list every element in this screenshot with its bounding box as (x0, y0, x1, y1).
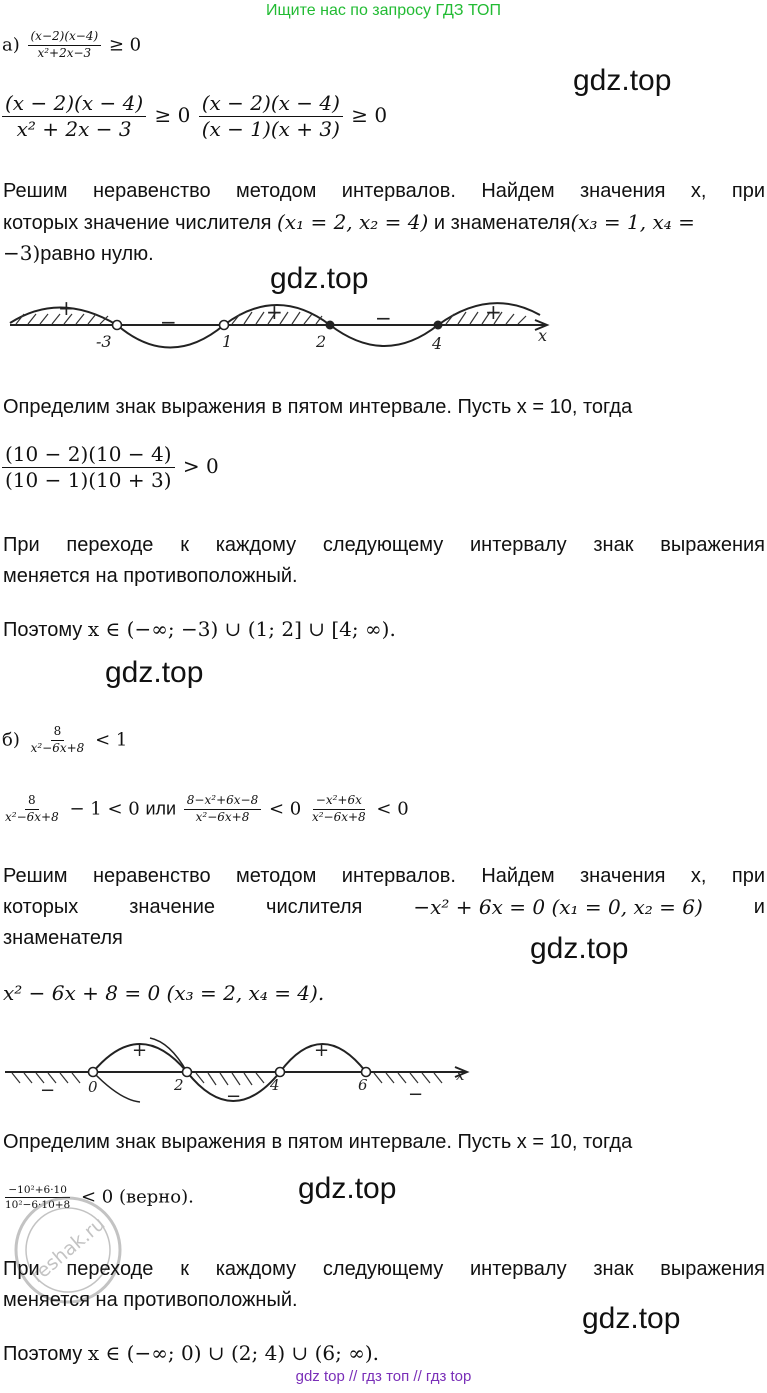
axis-label-b-0: 0 (88, 1078, 98, 1096)
eq-b1-numerator: 8 (25, 794, 39, 810)
eq-a2-numerator: (x − 2)(x − 4) (199, 92, 343, 117)
point-open--3 (113, 321, 122, 330)
paragraph-b-1-line1: Решим неравенство методом интервалов. Найдем значения x, при (3, 865, 765, 887)
p-b-1-2a: которых (3, 896, 79, 918)
watermark: gdz.top (573, 64, 672, 97)
or-word: или (145, 798, 177, 819)
p-a-1-2d: (x₃ = 1, x₄ = (570, 210, 695, 234)
eq-b3-relation: < 0 (376, 798, 409, 820)
p-a-1-2b: (x₁ = 2, x₂ = 4) (277, 210, 429, 234)
watermark: gdz.top (530, 932, 629, 965)
task-b (2, 725, 127, 756)
task-b-relation: < 1 (95, 729, 128, 751)
answer-b (3, 1338, 379, 1370)
axis-label-a-2: 2 (316, 332, 327, 351)
stamp-text: reshak.ru (26, 1212, 110, 1288)
eq-a1-numerator: (x − 2)(x − 4) (2, 92, 146, 117)
sign-a-1: − (160, 310, 177, 334)
task-a-relation: ≥ 0 (108, 34, 142, 56)
watermark: gdz.top (582, 1302, 681, 1335)
paragraph-b-2: Определим знак выражения в пятом интервале. Пусть x = 10, тогда (3, 1131, 633, 1153)
p-a-1-3a: −3) (3, 241, 41, 265)
watermark: gdz.top (105, 656, 204, 689)
eq-b3-fraction (309, 794, 369, 825)
task-a (2, 30, 141, 61)
paragraph-b-1-line3: знаменателя (3, 927, 123, 949)
p-b-1-2c: числителя (266, 896, 363, 918)
p-a-1-2a: которых значение числителя (3, 212, 277, 234)
axis-label-a-4: x (538, 326, 548, 345)
task-b-denominator: x²−6x+8 (30, 740, 85, 755)
p-b-1-2e: и (753, 896, 765, 918)
sign-b-3: + (314, 1040, 330, 1061)
eq-b2-fraction (184, 794, 261, 825)
axis-label-a-3: 4 (432, 334, 443, 353)
axis-label-b-4: x (456, 1066, 465, 1084)
check-a-relation: > 0 (182, 454, 219, 478)
task-b-numerator: 8 (51, 725, 65, 741)
answer-b-prefix: Поэтому (3, 1343, 88, 1365)
paragraph-a-2: Определим знак выражения в пятом интервале. Пусть x = 10, тогда (3, 396, 633, 418)
eq-b1-relation: − 1 < 0 (69, 798, 140, 820)
sign-b-0: − (40, 1080, 56, 1101)
point-filled-2 (326, 321, 335, 330)
eq-b3-denominator: x²−6x+8 (311, 809, 366, 824)
paragraph-a-3-line1: При переходе к каждому следующему интервалу знак выражения (3, 534, 765, 556)
eq-b1-denominator: x²−6x+8 (5, 809, 59, 824)
watermark: gdz.top (270, 262, 369, 295)
hatching (12, 1073, 442, 1085)
paragraph-b-1-line2 (3, 892, 765, 923)
sign-a-2: + (266, 300, 283, 324)
axis-label-b-2: 4 (270, 1076, 280, 1094)
eq-a1-relation: ≥ 0 (154, 103, 191, 127)
eq-a2-relation: ≥ 0 (351, 103, 388, 127)
point-open-2 (183, 1068, 192, 1077)
answer-a-value: x ∈ (−∞; −3) ∪ (1; 2] ∪ [4; ∞). (87, 617, 396, 641)
paragraph-a-1-line1: Решим неравенство методом интервалов. Найдем значения x, при (3, 180, 765, 202)
axis-label-b-3: 6 (358, 1076, 368, 1094)
sign-b-2: − (226, 1086, 242, 1107)
eq-b2-denominator: x²−6x+8 (195, 809, 250, 824)
check-a-denominator: (10 − 1)(10 + 3) (5, 468, 172, 492)
paragraph-b-1-line4: x² − 6x + 8 = 0 (x₃ = 2, x₄ = 4). (3, 981, 325, 1005)
task-a-numerator: (x−2)(x−4) (28, 30, 102, 46)
sign-a-0: + (58, 296, 75, 320)
p-a-1-2c: и знаменателя (428, 212, 571, 234)
axis-label-a-1: 1 (222, 332, 233, 351)
p-a-1-3b: равно нулю. (40, 243, 154, 265)
sign-a-4: + (485, 300, 502, 324)
check-a-numerator: (10 − 2)(10 − 4) (2, 443, 175, 468)
sign-a-3: − (375, 306, 392, 330)
axis-label-b-1: 2 (174, 1076, 184, 1094)
footer-links[interactable]: gdz top // гдз топ // гдз top (295, 1368, 472, 1385)
check-a (0, 443, 219, 492)
point-open-0 (89, 1068, 98, 1077)
number-line-b (0, 1030, 480, 1110)
task-b-label: б) (2, 729, 20, 751)
paragraph-a-1-line2 (3, 207, 767, 239)
answer-a-prefix: Поэтому (3, 619, 88, 641)
check-a-fraction (2, 443, 175, 492)
eq-b3-numerator: −x²+6x (313, 794, 365, 810)
task-a-denominator: x²+2x−3 (37, 45, 92, 60)
watermark: gdz.top (298, 1172, 397, 1205)
answer-a (3, 614, 396, 646)
paragraph-b-3-line1: При переходе к каждому следующему интервалу знак выражения (3, 1258, 765, 1280)
paragraph-a-1 (3, 176, 765, 207)
eq-a2-fraction (199, 92, 343, 141)
equation-b-1 (0, 794, 409, 825)
answer-b-value: x ∈ (−∞; 0) ∪ (2; 4) ∪ (6; ∞). (87, 1341, 380, 1365)
check-b-relation: < 0 (верно). (80, 1186, 194, 1208)
sign-b-4: − (408, 1084, 424, 1105)
check-b-denominator: 10²−6·10+8 (5, 1199, 71, 1212)
top-banner[interactable]: Ищите нас по запросу ГДЗ ТОП (266, 2, 501, 19)
number-line-a (0, 295, 560, 375)
eq-a1-fraction (2, 92, 146, 141)
point-open-1 (220, 321, 229, 330)
task-a-label: а) (2, 34, 20, 56)
p-b-1-2d: −x² + 6x = 0 (x₁ = 0, x₂ = 6) (413, 895, 703, 919)
paragraph-b-3-line2: меняется на противоположный. (3, 1289, 298, 1311)
eq-a2-denominator: (x − 1)(x + 3) (201, 117, 340, 141)
equation-a-1 (0, 92, 387, 141)
axis-label-a-0: -3 (96, 332, 112, 351)
p-b-1-2b: значение (129, 896, 216, 918)
task-b-fraction (28, 725, 88, 756)
eq-b2-numerator: 8−x²+6x−8 (184, 794, 261, 810)
eq-b2-relation: < 0 (268, 798, 302, 820)
paragraph-a-3-line2: меняется на противоположный. (3, 565, 298, 587)
eq-b1-fraction (2, 794, 62, 825)
paragraph-a-1-line3 (3, 238, 154, 270)
check-b-numerator: −10²+6·10 (5, 1184, 70, 1198)
eq-a1-denominator: x² + 2x − 3 (16, 117, 132, 141)
arc-down-left (93, 1072, 140, 1102)
point-filled-4 (434, 321, 443, 330)
sign-b-1: + (132, 1040, 148, 1061)
task-a-fraction (28, 30, 102, 61)
